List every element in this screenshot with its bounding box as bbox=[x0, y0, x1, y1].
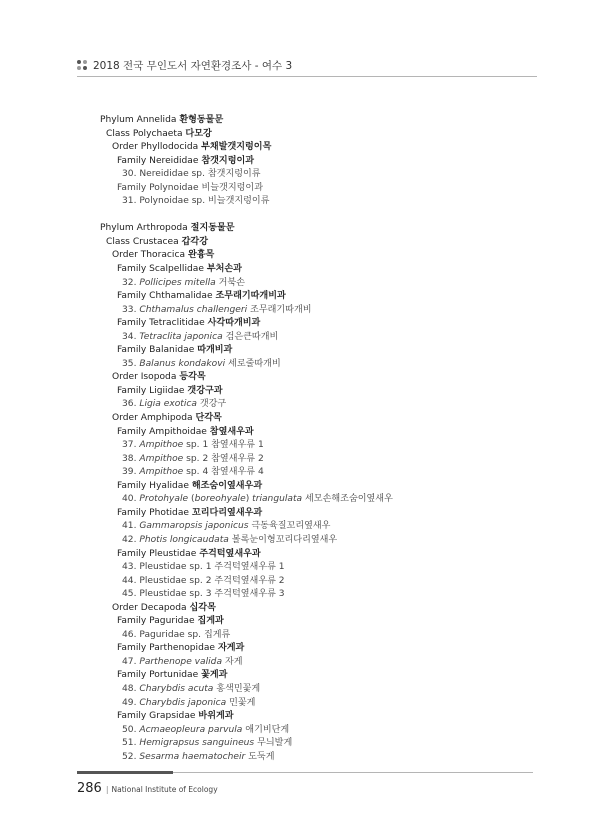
species-line bbox=[100, 683, 540, 697]
family-line bbox=[100, 548, 540, 562]
korean-name: 다모강 bbox=[185, 128, 212, 139]
scientific-name: Photis longicaudata bbox=[139, 534, 229, 545]
scientific-name: Pollicipes mitella bbox=[139, 277, 216, 288]
species-line bbox=[100, 331, 540, 345]
korean-name: 따개비과 bbox=[197, 345, 233, 356]
scientific-name: Pleustidae sp. 1 bbox=[139, 562, 212, 573]
taxon-label: Phylum Annelida bbox=[100, 115, 177, 125]
korean-name: 완흉목 bbox=[187, 250, 215, 261]
family-line bbox=[100, 263, 540, 277]
species-number: 43. bbox=[122, 562, 137, 573]
korean-name: 주걱턱옆새우류 2 bbox=[214, 575, 285, 586]
korean-name: 애기비단게 bbox=[245, 724, 290, 735]
scientific-name: Nereididae sp. bbox=[139, 169, 205, 180]
taxon-label: Family Pleustidae bbox=[117, 548, 197, 559]
korean-name: 참갯지렁이류 bbox=[207, 169, 261, 180]
order-line bbox=[100, 371, 540, 385]
korean-name: 비늘갯지렁이류 bbox=[208, 196, 270, 207]
korean-name: 등각목 bbox=[179, 372, 206, 383]
species-line bbox=[100, 737, 540, 751]
species-line bbox=[100, 398, 540, 412]
korean-name: 민꽃게 bbox=[229, 697, 256, 708]
family-line bbox=[100, 669, 540, 683]
taxon-label: Family Nereididae bbox=[117, 155, 199, 166]
species-number: 37. bbox=[122, 440, 137, 451]
family-line bbox=[100, 290, 540, 304]
footer-institute: National Institute of Ecology bbox=[111, 785, 218, 794]
species-number: 38. bbox=[122, 453, 137, 464]
korean-name: 조무래기따개비과 bbox=[215, 291, 286, 302]
korean-name: 바위게과 bbox=[198, 711, 234, 722]
family-line bbox=[100, 426, 540, 440]
taxon-label: Order Amphipoda bbox=[112, 413, 193, 424]
species-number: 32. bbox=[122, 277, 137, 288]
korean-name: 거북손 bbox=[218, 277, 245, 288]
species-number: 46. bbox=[122, 629, 137, 640]
korean-name: 갑각강 bbox=[181, 236, 208, 247]
section-gap bbox=[100, 209, 540, 223]
taxon-label: Order Phyllodocida bbox=[112, 142, 199, 153]
taxon-label: Phylum Arthropoda bbox=[100, 223, 188, 234]
species-number: 47. bbox=[122, 656, 137, 667]
order-line bbox=[100, 249, 540, 263]
korean-name: 비늘갯지렁이과 bbox=[201, 182, 263, 193]
species-line bbox=[100, 277, 540, 291]
scientific-name: Paguridae sp. bbox=[139, 629, 202, 640]
korean-name: 세로줄따개비 bbox=[228, 358, 281, 369]
order-line bbox=[100, 141, 540, 155]
korean-name: 참옆새우과 bbox=[209, 426, 254, 437]
species-line bbox=[100, 724, 540, 738]
family-line bbox=[100, 480, 540, 494]
header-title: 2018 전국 무인도서 자연환경조사 - 여수 3 bbox=[93, 59, 293, 72]
korean-name: 십각목 bbox=[189, 602, 216, 613]
korean-name: 홍색민꽃게 bbox=[216, 683, 261, 694]
species-suffix: sp. 1 bbox=[186, 440, 209, 451]
taxon-label: Family Tetraclitidae bbox=[117, 318, 205, 329]
korean-name: 부처손과 bbox=[206, 264, 242, 275]
family-line bbox=[100, 507, 540, 521]
korean-name: 검은큰따개비 bbox=[225, 331, 279, 342]
taxon-label: Family Photidae bbox=[117, 507, 189, 518]
scientific-name: Pleustidae sp. 2 bbox=[139, 575, 212, 586]
species-number: 33. bbox=[122, 304, 137, 315]
korean-name: 갯강구과 bbox=[187, 385, 223, 396]
species-line bbox=[100, 656, 540, 670]
korean-name: 주걱턱옆새우류 1 bbox=[214, 562, 285, 573]
species-number: 30. bbox=[122, 169, 137, 180]
species-number: 45. bbox=[122, 589, 137, 600]
species-suffix: sp. 2 bbox=[186, 453, 209, 464]
page-number: 286 bbox=[77, 781, 102, 796]
scientific-name: Polynoidae sp. bbox=[139, 196, 206, 207]
korean-name: 꼬리다리옆새우과 bbox=[191, 507, 263, 518]
species-number: 44. bbox=[122, 575, 137, 586]
species-number: 35. bbox=[122, 358, 137, 369]
taxon-label: Family Polynoidae bbox=[117, 182, 199, 193]
korean-name: 환형동물문 bbox=[179, 115, 224, 125]
species-list bbox=[100, 114, 540, 764]
korean-name: 절지동물문 bbox=[190, 223, 235, 234]
scientific-name: Tetraclita japonica bbox=[139, 331, 223, 342]
species-line bbox=[100, 358, 540, 372]
species-number: 42. bbox=[122, 534, 137, 545]
species-number: 34. bbox=[122, 331, 137, 342]
korean-name: 무늬발게 bbox=[257, 738, 293, 749]
korean-name: 사각따개비과 bbox=[207, 318, 261, 329]
korean-name: 자게 bbox=[224, 656, 243, 667]
species-number: 41. bbox=[122, 521, 137, 532]
taxon-label: Family Balanidae bbox=[117, 345, 195, 356]
species-line bbox=[100, 195, 540, 209]
page-footer bbox=[77, 781, 218, 796]
family-line bbox=[100, 642, 540, 656]
scientific-name: Ampithoe bbox=[139, 440, 184, 451]
korean-name: 갯강구 bbox=[199, 399, 227, 410]
korean-name: 부채발갯지렁이목 bbox=[201, 142, 272, 153]
korean-name: 주걱턱옆새우류 3 bbox=[214, 589, 285, 600]
family-line bbox=[100, 182, 540, 196]
header-rule bbox=[77, 76, 537, 77]
species-line bbox=[100, 588, 540, 602]
species-line bbox=[100, 453, 540, 467]
korean-name: 참옆새우류 4 bbox=[211, 467, 264, 478]
species-number: 49. bbox=[122, 697, 137, 708]
korean-name: 볼록눈이형꼬리다리옆새우 bbox=[231, 534, 338, 545]
family-line bbox=[100, 155, 540, 169]
phylum-line bbox=[100, 114, 540, 128]
korean-name: 꽃게과 bbox=[201, 670, 228, 681]
class-line bbox=[100, 128, 540, 142]
scientific-name: Protohyale bbox=[139, 494, 189, 505]
species-line bbox=[100, 520, 540, 534]
footer-separator: | bbox=[105, 785, 109, 794]
family-line bbox=[100, 710, 540, 724]
footer-rule bbox=[173, 772, 533, 773]
species-number: 36. bbox=[122, 399, 137, 410]
family-line bbox=[100, 317, 540, 331]
taxon-label: Family Chthamalidae bbox=[117, 291, 213, 302]
species-suffix: sp. 4 bbox=[186, 467, 209, 478]
taxon-label: Family Parthenopidae bbox=[117, 643, 216, 654]
species-line bbox=[100, 304, 540, 318]
footer-rule-accent bbox=[77, 771, 173, 774]
taxon-label: Order Decapoda bbox=[112, 602, 187, 613]
korean-name: 집게류 bbox=[203, 629, 231, 640]
taxon-label: Order Thoracica bbox=[112, 250, 186, 261]
class-line bbox=[100, 236, 540, 250]
taxon-label: Family Scalpellidae bbox=[117, 264, 204, 275]
taxon-label: Family Hyalidae bbox=[117, 480, 189, 491]
species-number: 39. bbox=[122, 467, 137, 478]
taxon-label: Order Isopoda bbox=[112, 372, 177, 383]
korean-name: 자게과 bbox=[217, 643, 245, 654]
korean-name: 해조숨이옆새우과 bbox=[191, 480, 263, 491]
korean-name: 도둑게 bbox=[248, 751, 275, 762]
korean-name: 집게과 bbox=[197, 616, 224, 627]
family-line bbox=[100, 615, 540, 629]
subgenus-name: boreohyale bbox=[194, 494, 246, 505]
scientific-name: Charybdis japonica bbox=[139, 697, 227, 708]
scientific-name: Balanus kondakovi bbox=[139, 358, 226, 369]
family-line bbox=[100, 344, 540, 358]
order-line bbox=[100, 602, 540, 616]
scientific-name: Pleustidae sp. 3 bbox=[139, 589, 212, 600]
taxon-label: Family Grapsidae bbox=[117, 711, 196, 722]
species-line bbox=[100, 561, 540, 575]
species-line bbox=[100, 751, 540, 765]
species-line bbox=[100, 439, 540, 453]
order-line bbox=[100, 412, 540, 426]
species-number: 52. bbox=[122, 751, 137, 762]
korean-name: 단각목 bbox=[195, 413, 222, 424]
species-line bbox=[100, 697, 540, 711]
taxon-label: Class Polychaeta bbox=[106, 128, 183, 139]
korean-name: 극동육질꼬리옆새우 bbox=[251, 521, 331, 532]
scientific-name: Chthamalus challengeri bbox=[139, 304, 248, 315]
species-epithet: triangulata bbox=[252, 494, 303, 505]
scientific-name: Ampithoe bbox=[139, 453, 184, 464]
scientific-name: Acmaeopleura parvula bbox=[139, 724, 243, 735]
scientific-name: Hemigrapsus sanguineus bbox=[139, 738, 255, 749]
scientific-name: Ampithoe bbox=[139, 467, 184, 478]
korean-name: 주걱턱옆새우과 bbox=[199, 548, 261, 559]
header-dots-icon bbox=[77, 60, 87, 70]
taxon-label: Class Crustacea bbox=[106, 236, 179, 247]
species-number: 51. bbox=[122, 738, 137, 749]
species-line bbox=[100, 466, 540, 480]
korean-name: 참옆새우류 2 bbox=[211, 453, 264, 464]
species-line bbox=[100, 534, 540, 548]
species-number: 50. bbox=[122, 724, 137, 735]
species-number: 48. bbox=[122, 683, 137, 694]
korean-name: 조무래기따개비 bbox=[250, 304, 312, 315]
korean-name: 참갯지렁이과 bbox=[201, 155, 255, 166]
taxon-label: Family Ampithoidae bbox=[117, 426, 207, 437]
species-line bbox=[100, 629, 540, 643]
scientific-name: Ligia exotica bbox=[139, 399, 197, 410]
taxon-label: Family Ligiidae bbox=[117, 385, 185, 396]
species-line bbox=[100, 575, 540, 589]
running-header bbox=[77, 58, 292, 72]
species-number: 31. bbox=[122, 196, 137, 207]
family-line bbox=[100, 385, 540, 399]
taxon-label: Family Portunidae bbox=[117, 670, 199, 681]
korean-name: 세모손해조숨이옆새우 bbox=[305, 494, 393, 505]
scientific-name: Charybdis acuta bbox=[139, 683, 214, 694]
korean-name: 참옆새우류 1 bbox=[211, 440, 264, 451]
species-number: 40. bbox=[122, 494, 137, 505]
phylum-line bbox=[100, 222, 540, 236]
scientific-name: Parthenope valida bbox=[139, 656, 223, 667]
scientific-name: Sesarma haematocheir bbox=[139, 751, 246, 762]
species-line bbox=[100, 168, 540, 182]
scientific-name: Gammaropsis japonicus bbox=[139, 521, 249, 532]
taxon-label: Family Paguridae bbox=[117, 616, 195, 627]
species-line: 40. Protohyale (boreohyale) triangulata 세모손해조숨이옆새우 bbox=[122, 494, 393, 505]
